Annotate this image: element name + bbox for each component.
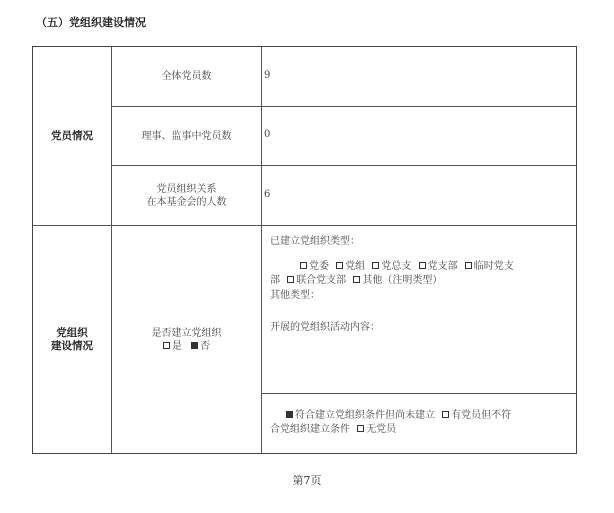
type-checkbox-temporary-branch[interactable] [465, 262, 472, 269]
type-checkbox-general-branch[interactable] [372, 262, 379, 269]
page-number: 第7页 [292, 474, 322, 487]
qualified-not-established-checkbox[interactable] [286, 411, 293, 418]
type-checkbox-party-committee[interactable] [300, 262, 307, 269]
establish-options: 是 否 [163, 340, 210, 353]
type-options-line1: 党委 党组 党总支 党支部 临时党支 [270, 260, 568, 273]
establish-question: 是否建立党组织 是 否 [151, 327, 222, 352]
type-options-line2: 部 联合党支部 其他（注明类型） [270, 275, 443, 286]
not-established-line1: 符合建立党组织条件但尚未建立 有党员但不符 [270, 409, 568, 422]
relation-members-value: 6 [264, 189, 271, 200]
activities-label: 开展的党组织活动内容： [270, 322, 380, 333]
board-members-value: 0 [264, 129, 271, 140]
relation-members-label: 党员组织关系 在本基金会的人数 [146, 183, 227, 208]
member-section-header: 党员情况 [51, 129, 93, 142]
other-types-label: 其他类型： [270, 290, 320, 301]
board-members-label: 理事、监事中党员数 [141, 130, 232, 142]
no-checkbox[interactable] [191, 342, 198, 349]
yes-checkbox[interactable] [163, 342, 170, 349]
type-checkbox-other[interactable] [353, 276, 360, 283]
members-not-qualified-checkbox[interactable] [442, 411, 449, 418]
org-types-cell [262, 226, 576, 393]
type-checkbox-branch[interactable] [419, 262, 426, 269]
type-checkbox-party-group[interactable] [336, 262, 343, 269]
no-members-checkbox[interactable] [357, 425, 364, 432]
total-members-value: 9 [264, 70, 271, 81]
party-organization-table [32, 46, 577, 454]
not-established-cell [262, 394, 576, 453]
established-types-label: 已建立党组织类型： [270, 236, 360, 247]
not-established-line2: 合党组织建立条件 无党员 [270, 424, 397, 435]
org-section-header: 党组织 建设情况 [51, 326, 93, 352]
section-title: （五）党组织建设情况 [36, 16, 146, 29]
total-members-label: 全体党员数 [161, 71, 212, 82]
type-checkbox-joint-branch[interactable] [287, 276, 294, 283]
